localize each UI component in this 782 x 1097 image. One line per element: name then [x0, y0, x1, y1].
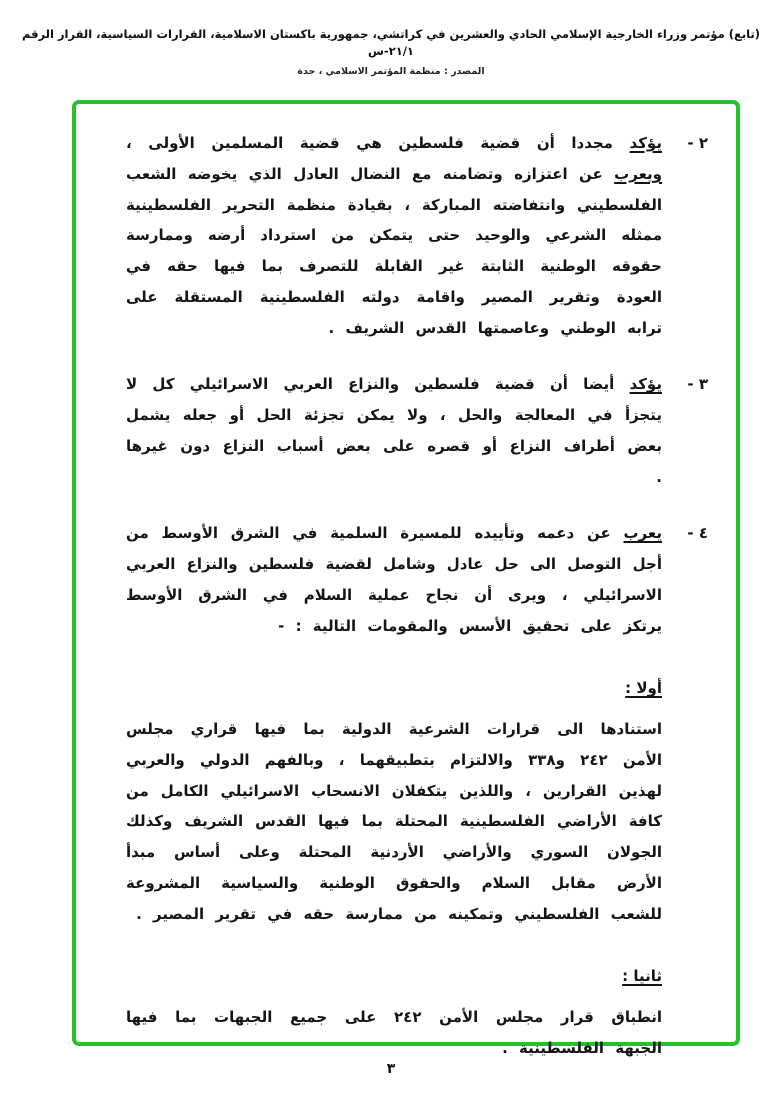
section-heading: أولا : — [625, 679, 662, 698]
header-title: (تابع) مؤتمر وزراء الخارجية الإسلامي الحادي والعشرين في كراتشي، جمهورية باكستان الاسلامية، القرارات السياسية، القرار الرقم ٢١/١-س — [21, 27, 761, 59]
section-body: انطباق قرار مجلس الأمن ٢٤٢ على جميع الجبهات بما فيها الجبهة الفلسطينية . — [126, 1008, 662, 1057]
item-text — [126, 128, 662, 343]
document-body — [76, 104, 736, 1064]
resolution-item-4 — [126, 518, 708, 641]
header-source: المصدر : منظمة المؤتمر الاسلامي ، جدة — [297, 65, 485, 77]
highlight-border — [72, 100, 740, 1057]
underlined-term: ويعرب — [614, 164, 662, 183]
item-number: ٤ - — [687, 524, 708, 543]
underlined-term: يؤكد — [629, 375, 662, 394]
item-text — [126, 518, 662, 641]
item-text-run: عن اعتزازه وتضامنه مع النضال العادل الذي يخوضه الشعب الفلسطيني وانتفاضته المباركة ، بقيادة منظمة التحرير الفلسطينية ممثله الشرعي والوحيد حتى يتمكن من استرداد أرضه وممارسة حقوقه الوطنية الثابتة غير القابلة للتصرف بما فيها حقه في العودة وتقرير المصير واقامة دولته الفلسطينية المستقلة على ترابه الوطني وعاصمتها القدس الشريف . — [126, 164, 662, 337]
underlined-term: يعرب — [623, 524, 662, 543]
document-header — [8, 26, 774, 77]
page-number: ٣ — [386, 1061, 396, 1077]
item-number: ٢ - — [687, 134, 708, 152]
item-text-run: أيضا أن قضية فلسطين والنزاع العربي الاسرائيلي كل لا يتجزأ في المعالجة والحل ، ولا يمكن تجزئة الحل أو جعله يشمل بعض أطراف النزاع أو قصره على بعض أسباب النزاع دون غيرها . — [126, 375, 662, 486]
item-text-run: عن دعمه وتأييده للمسيرة السلمية في الشرق الأوسط من أجل التوصل الى حل عادل وشامل لقضية فلسطين والنزاع العربي الاسرائيلي ، ويرى أن نجاح عملية السلام في الشرق الأوسط يرتكز على تحقيق الأسس والمقومات التالية : - — [126, 524, 662, 635]
underlined-term: يؤكد — [629, 134, 662, 152]
item-text — [126, 369, 662, 492]
section-body: استنادها الى قرارات الشرعية الدولية بما فيها قراري مجلس الأمن ٢٤٢ و٣٣٨ والالتزام بتطبيقهما ، وبالفهم الدولي والعربي لهذين القرارين ، واللذين يتكفلان الانسحاب الاسرائيلي الكامل من كافة الأراضي الفلسطينية المحتلة بما فيها القدس الشريف وكذلك الجولان السوري والأراضي الأردنية المحتلة وعلى أساس مبدأ الأرض مقابل السلام والحقوق الوطنية والسياسية المشروعة للشعب الفلسطيني وتمكينه من ممارسة حقه في تقرير المصير . — [126, 720, 663, 923]
resolution-item-3 — [126, 369, 708, 492]
section-heading: ثانيا : — [622, 967, 662, 986]
item-number: ٣ - — [687, 375, 708, 394]
resolution-item-2 — [126, 128, 708, 343]
item-text-run: مجددا أن قضية فلسطين هي قضية المسلمين الأولى ، — [126, 134, 613, 152]
section-second — [126, 961, 662, 1063]
section-first — [126, 673, 662, 929]
